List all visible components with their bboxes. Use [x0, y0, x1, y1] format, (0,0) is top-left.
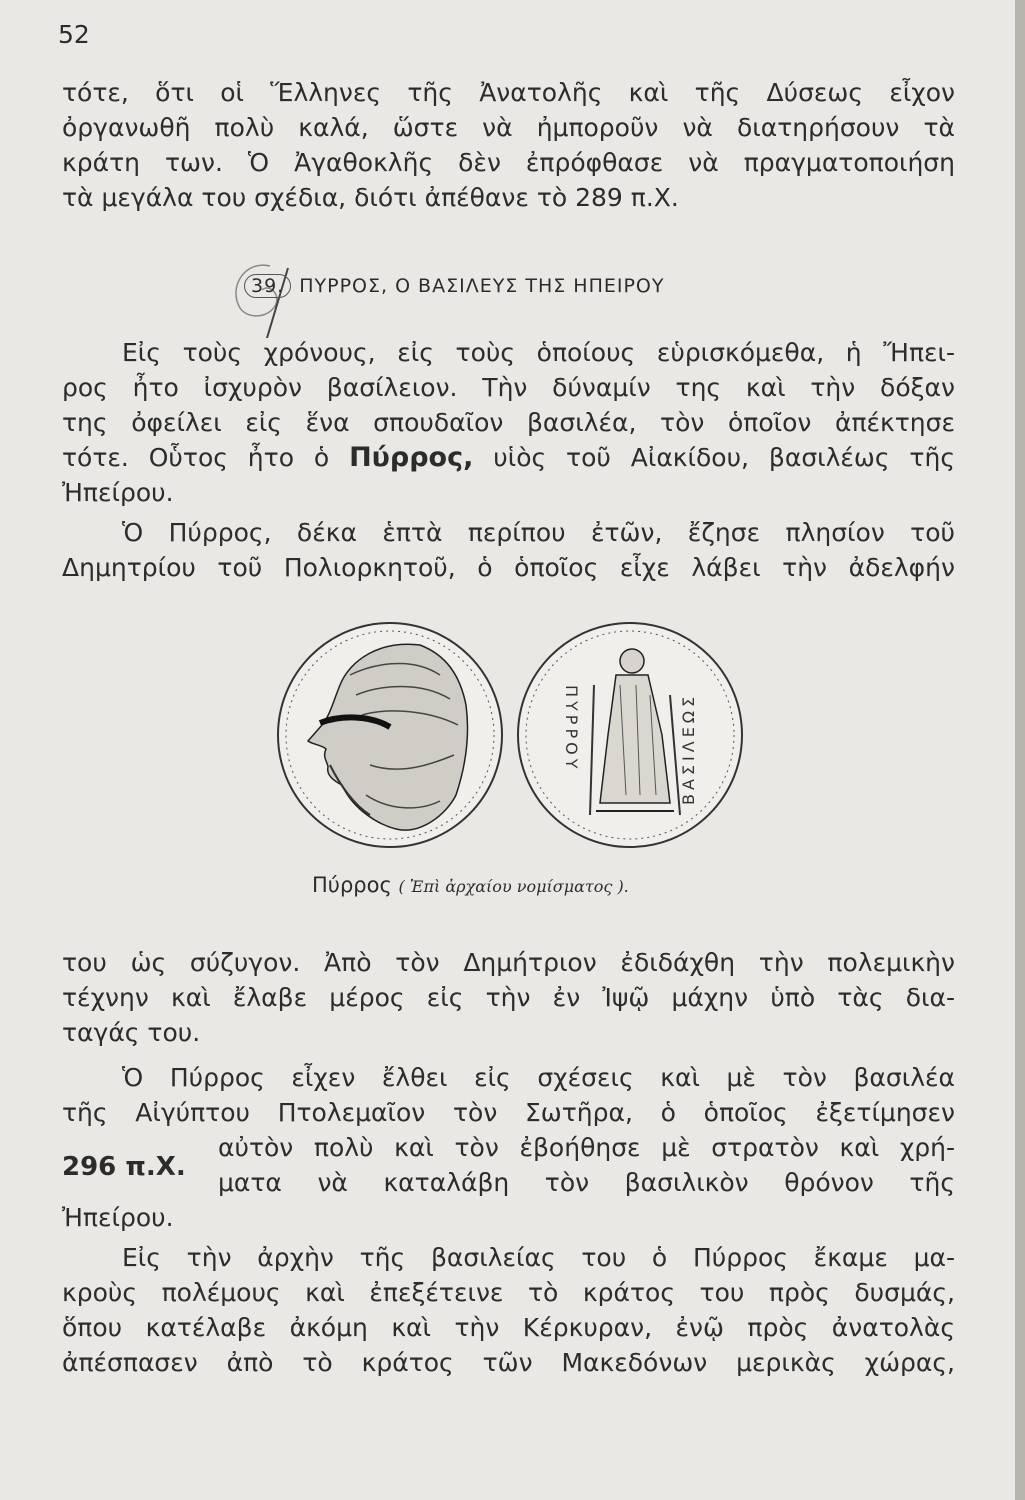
text-run: υἱὸς τοῦ Αἰακίδου, βασιλέως τῆς	[473, 443, 955, 472]
text-line	[62, 440, 955, 475]
caption-note: ( Ἐπὶ ἀρχαίου νομίσματος ).	[398, 877, 629, 896]
margin-date-note: 296 π.Χ.	[62, 1152, 186, 1182]
text-line: τέχνην καὶ ἔλαβε μέρος εἰς τὴν ἐν Ἰψῷ μάχην ὑπὸ τὰς δια-	[62, 983, 955, 1012]
text-line: κράτη των. Ὁ Ἀγαθοκλῆς δὲν ἐπρόφθασε νὰ πραγματοποιήση	[62, 148, 955, 177]
caption-name: Πύρρος	[312, 873, 392, 897]
text-line: ταγάς του.	[62, 1018, 201, 1047]
text-line: κροὺς πολέμους καὶ ἐπεξέτεινε τὸ κράτος του πρὸς δυσμάς,	[62, 1278, 955, 1307]
paragraph-1	[62, 75, 955, 215]
section-title: ΠΥΡΡΟΣ, Ο ΒΑΣΙΛΕΥΣ ΤΗΣ ΗΠΕΙΡΟΥ	[299, 275, 665, 297]
text-line: τῆς Αἰγύπτου Πτολεμαῖον τὸν Σωτῆρα, ὁ ὁποῖος ἐξετίμησεν	[62, 1098, 955, 1127]
text-line: τὰ μεγάλα του σχέδια, διότι ἀπέθανε τὸ 289 π.Χ.	[62, 183, 679, 212]
figure-caption	[312, 873, 629, 897]
text-line: Εἰς τὴν ἀρχὴν τῆς βασιλείας του ὁ Πύρρος ἔκαμε μα-	[122, 1243, 955, 1272]
section-number: 39.	[244, 274, 291, 298]
section-heading	[244, 274, 665, 298]
text-line: αὐτὸν πολὺ καὶ τὸν ἐβοήθησε μὲ στρατὸν καὶ χρή-	[218, 1133, 955, 1162]
text-line: ὅπου κατέλαβε ἀκόμη καὶ τὴν Κέρκυραν, ἐνῷ πρὸς ἀνατολὰς	[62, 1313, 955, 1342]
paragraph-6	[62, 1240, 955, 1380]
text-line: ματα νὰ καταλάβη τὸν βασιλικὸν θρόνον τῆς	[218, 1168, 955, 1197]
name-pyrrhus-bold: Πύρρος,	[349, 442, 474, 473]
text-run: τότε. Οὗτος ἦτο ὁ	[62, 443, 350, 472]
text-line: της ὀφείλει εἰς ἕνα σπουδαῖον βασιλέα, τὸν ὁποῖον ἀπέκτησε	[62, 408, 955, 437]
coin-legend-right: ΒΑΣΙΛΕΩΣ	[679, 692, 698, 805]
text-line: ρος ἦτο ἰσχυρὸν βασίλειον. Τὴν δύναμίν της καὶ τὴν δόξαν	[62, 373, 955, 402]
paragraph-4	[62, 945, 955, 1050]
text-line: Ὁ Πύρρος εἶχεν ἔλθει εἰς σχέσεις καὶ μὲ τὸν βασιλέα	[122, 1063, 955, 1092]
text-line: τότε, ὅτι οἱ Ἕλληνες τῆς Ἀνατολῆς καὶ τῆς Δύσεως εἶχον	[62, 78, 955, 107]
text-line: του ὡς σύζυγον. Ἀπὸ τὸν Δημήτριον ἐδιδάχθη τὴν πολεμικὴν	[62, 948, 955, 977]
coin-illustration	[270, 615, 750, 855]
text-line: Ἠπείρου.	[62, 478, 174, 507]
page-edge-shadow	[1015, 0, 1025, 1500]
coin-reverse-seated-figure	[518, 623, 742, 847]
paragraph-5-end	[62, 1200, 955, 1235]
text-line: ὀργανωθῆ πολὺ καλά, ὥστε νὰ ἠμποροῦν νὰ διατηρήσουν τὰ	[62, 113, 955, 142]
paragraph-3	[62, 515, 955, 585]
paragraph-2	[62, 335, 955, 510]
paragraph-5	[62, 1060, 955, 1130]
text-line: ἀπέσπασεν ἀπὸ τὸ κράτος τῶν Μακεδόνων μερικὰς χώρας,	[62, 1348, 955, 1377]
text-line: Ἠπείρου.	[62, 1203, 174, 1232]
coin-legend-left: ΠΥΡΡΟΥ	[562, 685, 581, 773]
text-line: Δημητρίου τοῦ Πολιορκητοῦ, ὁ ὁποῖος εἶχε λάβει τὴν ἀδελφήν	[62, 553, 955, 582]
text-line: Ὁ Πύρρος, δέκα ἑπτὰ περίπου ἐτῶν, ἔζησε πλησίον τοῦ	[122, 518, 955, 547]
coin-obverse-portrait	[278, 623, 502, 847]
paragraph-5-side	[218, 1130, 955, 1200]
text-line: Εἰς τοὺς χρόνους, εἰς τοὺς ὁποίους εὑρισκόμεθα, ἡ Ἤπει-	[122, 338, 955, 367]
page-number: 52	[58, 20, 90, 49]
